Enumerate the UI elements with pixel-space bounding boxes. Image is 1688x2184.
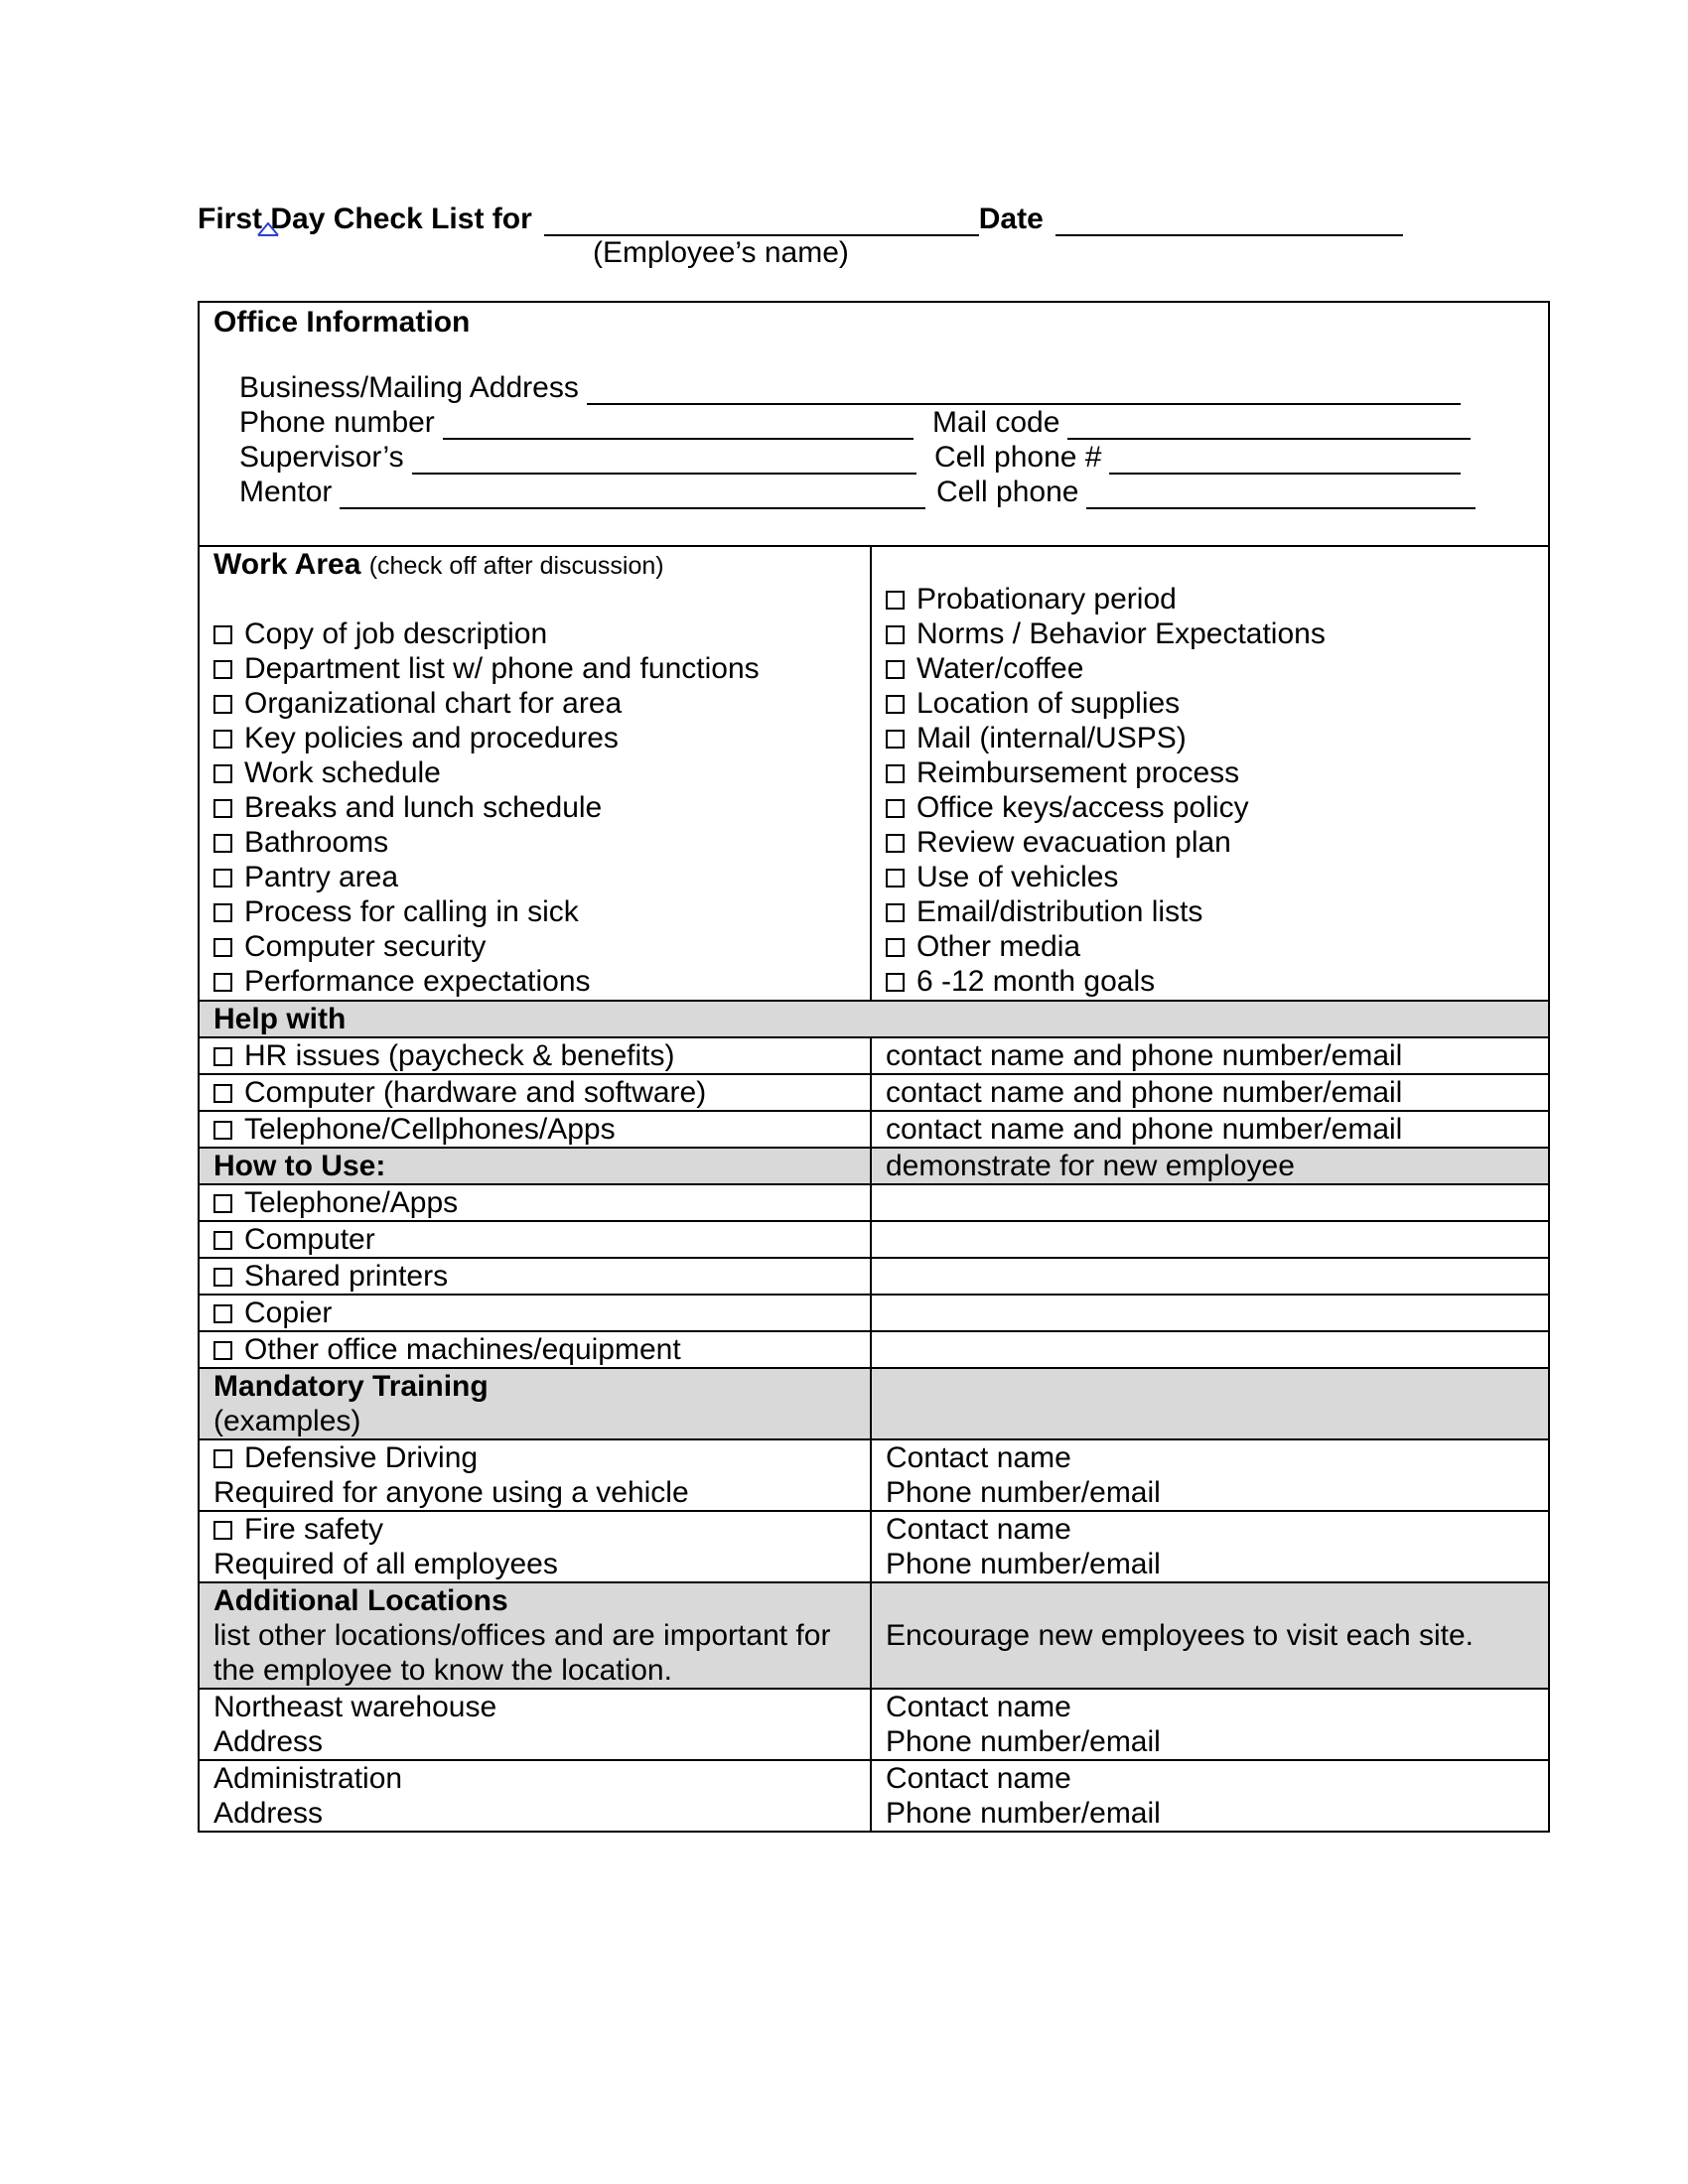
table-row[interactable]: Copier [199,1295,871,1331]
checklist-table [198,301,1550,1833]
list-item[interactable]: Work schedule [213,755,856,790]
checkbox[interactable] [213,1521,232,1540]
work-area-right-list [886,582,1534,999]
mandatory-training-title: Mandatory Training [213,1370,489,1403]
checkbox[interactable] [213,660,232,679]
checkbox[interactable] [213,1231,232,1250]
date-field[interactable] [1055,201,1403,236]
empty-cell[interactable] [871,1184,1549,1221]
checkbox[interactable] [213,903,232,922]
supervisor-cell-label: Cell phone # [934,441,1102,474]
mandatory-training-header [199,1368,871,1439]
list-item[interactable]: Pantry area [213,860,856,894]
empty-cell[interactable] [871,1258,1549,1295]
checkbox[interactable] [886,903,905,922]
mail-code-field[interactable] [1067,410,1471,440]
work-area-note: (check off after discussion) [368,552,664,580]
supervisor-cell-field[interactable] [1109,445,1461,475]
checkbox[interactable] [886,660,905,679]
form-title: First Day Check List for [198,203,532,235]
supervisor-field[interactable] [412,445,916,475]
list-item[interactable]: Norms / Behavior Expectations [886,616,1534,651]
phone-number-label: Phone number [239,406,435,439]
list-item[interactable]: Water/coffee [886,651,1534,686]
checkbox[interactable] [213,1449,232,1468]
office-information-title: Office Information [213,306,471,339]
list-item[interactable]: Bathrooms [213,825,856,860]
mentor-field[interactable] [340,479,925,509]
checkbox[interactable] [886,938,905,957]
contact-cell: Contact name Phone number/email [871,1511,1549,1582]
work-area-right [871,546,1549,1001]
list-item[interactable]: Reimbursement process [886,755,1534,790]
mandatory-training-subtitle: (examples) [213,1405,361,1437]
table-row[interactable]: Defensive Driving Required for anyone using a vehicle [199,1439,871,1511]
checkbox[interactable] [213,695,232,714]
mentor-cell-label: Cell phone [936,476,1079,508]
list-item[interactable]: Computer security [213,929,856,964]
contact-cell: contact name and phone number/email [871,1074,1549,1111]
checkbox[interactable] [213,973,232,992]
empty-cell [871,1368,1549,1439]
checkbox[interactable] [213,1047,232,1066]
additional-locations-header [199,1582,871,1689]
checkbox[interactable] [886,834,905,853]
table-row[interactable]: Telephone/Cellphones/Apps [199,1111,871,1148]
phone-number-field[interactable] [443,410,914,440]
table-row: Northeast warehouse Address [199,1689,871,1760]
how-to-use-note: demonstrate for new employee [871,1148,1549,1184]
contact-cell: Contact name Phone number/email [871,1760,1549,1832]
table-row[interactable]: Shared printers [199,1258,871,1295]
table-row[interactable]: Computer [199,1221,871,1258]
form-header [198,197,1488,269]
checkbox[interactable] [213,834,232,853]
employee-name-field[interactable] [544,201,979,236]
checkbox[interactable] [886,973,905,992]
list-item[interactable]: Organizational chart for area [213,686,856,721]
checkbox[interactable] [213,799,232,818]
checkbox[interactable] [886,730,905,749]
requirement-text: Required of all employees [213,1548,558,1580]
checkbox[interactable] [213,1341,232,1360]
list-item[interactable]: Copy of job description [213,616,856,651]
contact-cell: Contact name Phone number/email [871,1439,1549,1511]
work-area-title: Work Area [213,548,361,581]
requirement-text: Required for anyone using a vehicle [213,1476,689,1509]
checkbox[interactable] [213,938,232,957]
list-item[interactable]: Other media [886,929,1534,964]
supervisor-label: Supervisor’s [239,441,404,474]
checkbox[interactable] [213,1268,232,1287]
additional-locations-note: Encourage new employees to visit each site. [871,1582,1549,1689]
list-item[interactable]: Department list w/ phone and functions [213,651,856,686]
list-item[interactable]: 6 -12 month goals [886,964,1534,999]
business-address-label: Business/Mailing Address [239,371,579,404]
checkbox[interactable] [886,764,905,783]
list-item[interactable]: Mail (internal/USPS) [886,721,1534,755]
checkbox[interactable] [886,695,905,714]
list-item[interactable]: Use of vehicles [886,860,1534,894]
mail-code-label: Mail code [932,406,1060,439]
checkbox[interactable] [886,799,905,818]
employee-name-caption: (Employee’s name) [593,236,849,269]
mentor-cell-field[interactable] [1086,479,1476,509]
list-item[interactable]: Location of supplies [886,686,1534,721]
empty-cell[interactable] [871,1331,1549,1368]
mentor-label: Mentor [239,476,333,508]
anchor-marker-icon [257,222,279,236]
list-item[interactable]: Office keys/access policy [886,790,1534,825]
table-row[interactable]: Other office machines/equipment [199,1331,871,1368]
checkbox[interactable] [213,625,232,644]
checkbox[interactable] [213,1194,232,1213]
checkbox[interactable] [213,1121,232,1140]
checkbox[interactable] [213,869,232,887]
checkbox[interactable] [213,730,232,749]
table-row[interactable]: HR issues (paycheck & benefits) [199,1037,871,1074]
list-item[interactable]: Email/distribution lists [886,894,1534,929]
additional-locations-description: list other locations/offices and are important for the employee to know the location. [213,1619,831,1687]
checkbox[interactable] [213,764,232,783]
table-row: Administration Address [199,1760,871,1832]
office-information-section [199,302,1549,546]
list-item[interactable]: Process for calling in sick [213,894,856,929]
checkbox[interactable] [213,1084,232,1103]
list-item[interactable]: Key policies and procedures [213,721,856,755]
work-area-left-list [213,616,856,999]
contact-cell: contact name and phone number/email [871,1037,1549,1074]
table-row[interactable]: Computer (hardware and software) [199,1074,871,1111]
empty-cell[interactable] [871,1221,1549,1258]
checkbox[interactable] [213,1304,232,1323]
list-item[interactable]: Breaks and lunch schedule [213,790,856,825]
list-item[interactable]: Review evacuation plan [886,825,1534,860]
additional-locations-title: Additional Locations [213,1584,508,1617]
table-row[interactable]: Fire safety Required of all employees [199,1511,871,1582]
checkbox[interactable] [886,591,905,610]
help-with-header: Help with [199,1001,1549,1037]
work-area-left [199,546,871,1001]
date-label: Date [978,203,1044,235]
empty-cell[interactable] [871,1295,1549,1331]
contact-cell: contact name and phone number/email [871,1111,1549,1148]
checkbox[interactable] [886,869,905,887]
list-item[interactable]: Performance expectations [213,964,856,999]
table-row[interactable]: Telephone/Apps [199,1184,871,1221]
contact-cell: Contact name Phone number/email [871,1689,1549,1760]
business-address-field[interactable] [587,375,1461,405]
checkbox[interactable] [886,625,905,644]
how-to-use-header: How to Use: [199,1148,871,1184]
list-item[interactable]: Probationary period [886,582,1534,616]
